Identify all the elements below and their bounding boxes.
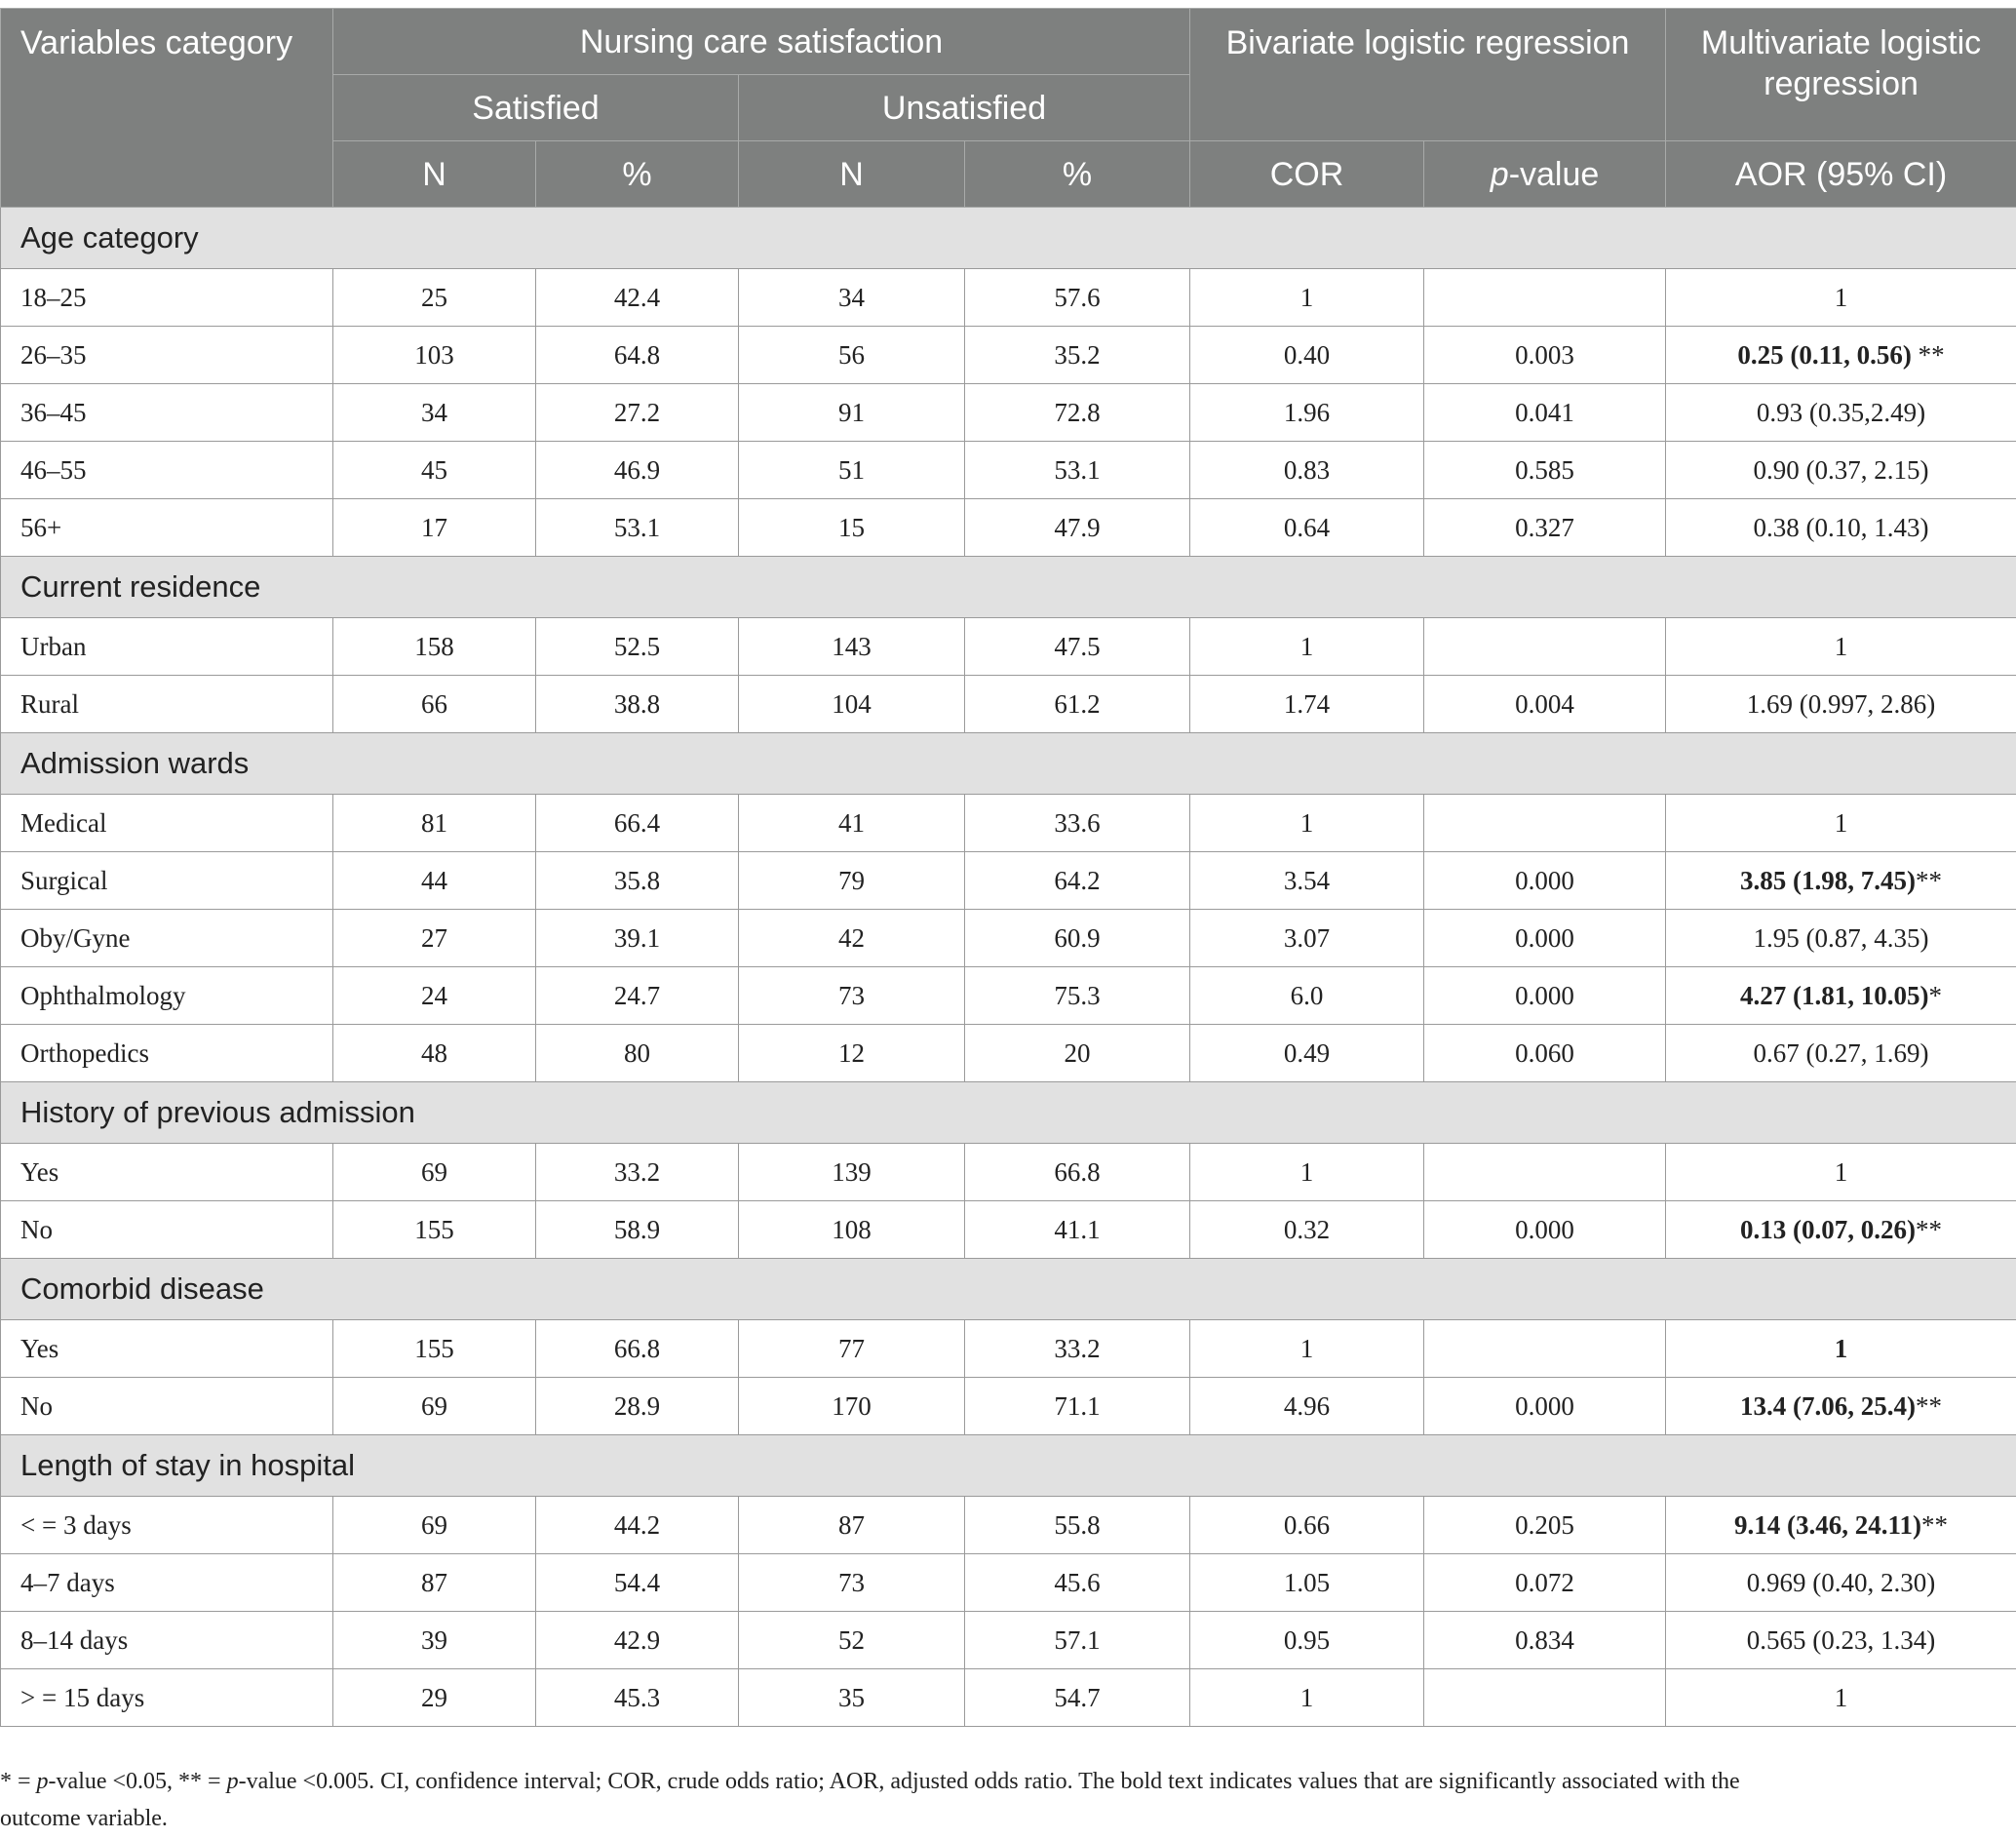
unsatisfied-n-cell: 35 xyxy=(739,1669,965,1727)
unsatisfied-n-cell: 139 xyxy=(739,1144,965,1201)
table-row xyxy=(1,1378,2016,1435)
pvalue-cell: 0.327 xyxy=(1424,499,1666,557)
unsatisfied-n-cell: 56 xyxy=(739,327,965,384)
group-row xyxy=(1,733,2016,795)
unsatisfied-n-cell: 170 xyxy=(739,1378,965,1435)
unsatisfied-n-cell: 91 xyxy=(739,384,965,442)
cor-cell: 1.96 xyxy=(1190,384,1424,442)
header-unsatisfied-n: N xyxy=(739,141,965,208)
pvalue-cell: 0.003 xyxy=(1424,327,1666,384)
table-row xyxy=(1,327,2016,384)
row-label: 36–45 xyxy=(1,384,333,442)
header-satisfied: Satisfied xyxy=(333,75,739,141)
satisfied-pct-cell: 38.8 xyxy=(536,676,739,733)
unsatisfied-n-cell: 108 xyxy=(739,1201,965,1259)
cor-cell: 1 xyxy=(1190,618,1424,676)
footnote xyxy=(0,1763,1950,1837)
table-row xyxy=(1,618,2016,676)
row-label: 4–7 days xyxy=(1,1554,333,1612)
aor-value: 1 xyxy=(1834,1333,1848,1363)
unsatisfied-pct-cell: 57.1 xyxy=(965,1612,1190,1669)
row-label: Rural xyxy=(1,676,333,733)
aor-cell xyxy=(1666,442,2016,499)
row-label: Urban xyxy=(1,618,333,676)
satisfied-n-cell: 69 xyxy=(333,1144,536,1201)
aor-significance: * xyxy=(1928,980,1943,1010)
aor-cell xyxy=(1666,384,2016,442)
satisfied-n-cell: 29 xyxy=(333,1669,536,1727)
unsatisfied-n-cell: 143 xyxy=(739,618,965,676)
header-bivariate: Bivariate logistic regression xyxy=(1190,9,1666,141)
pvalue-cell: 0.000 xyxy=(1424,852,1666,910)
pvalue-cell: 0.041 xyxy=(1424,384,1666,442)
table-row xyxy=(1,795,2016,852)
satisfied-n-cell: 27 xyxy=(333,910,536,967)
header-aor: AOR (95% CI) xyxy=(1666,141,2016,208)
aor-value: 0.67 (0.27, 1.69) xyxy=(1753,1037,1929,1068)
unsatisfied-n-cell: 15 xyxy=(739,499,965,557)
aor-value: 3.85 (1.98, 7.45) xyxy=(1740,865,1917,895)
table-row xyxy=(1,676,2016,733)
cor-cell: 3.54 xyxy=(1190,852,1424,910)
aor-value: 1 xyxy=(1834,631,1848,661)
aor-value: 0.565 (0.23, 1.34) xyxy=(1746,1624,1936,1655)
pvalue-cell xyxy=(1424,618,1666,676)
group-row xyxy=(1,1259,2016,1320)
satisfied-pct-cell: 64.8 xyxy=(536,327,739,384)
unsatisfied-n-cell: 34 xyxy=(739,269,965,327)
satisfied-n-cell: 45 xyxy=(333,442,536,499)
header-p-suffix: -value xyxy=(1508,155,1600,193)
unsatisfied-n-cell: 104 xyxy=(739,676,965,733)
pvalue-cell: 0.060 xyxy=(1424,1025,1666,1082)
row-label: Medical xyxy=(1,795,333,852)
pvalue-cell xyxy=(1424,1320,1666,1378)
pvalue-cell xyxy=(1424,795,1666,852)
header-satisfied-pct: % xyxy=(536,141,739,208)
row-label: 8–14 days xyxy=(1,1612,333,1669)
satisfied-n-cell: 34 xyxy=(333,384,536,442)
header-multivariate: Multivariate logistic regression xyxy=(1666,9,2016,141)
unsatisfied-pct-cell: 47.5 xyxy=(965,618,1190,676)
cor-cell: 1 xyxy=(1190,1320,1424,1378)
aor-cell xyxy=(1666,618,2016,676)
row-label: Ophthalmology xyxy=(1,967,333,1025)
table-row xyxy=(1,1612,2016,1669)
satisfied-pct-cell: 24.7 xyxy=(536,967,739,1025)
row-label: 46–55 xyxy=(1,442,333,499)
satisfied-n-cell: 44 xyxy=(333,852,536,910)
row-label: 56+ xyxy=(1,499,333,557)
pvalue-cell: 0.072 xyxy=(1424,1554,1666,1612)
aor-cell xyxy=(1666,1554,2016,1612)
group-label: History of previous admission xyxy=(1,1082,2016,1144)
pvalue-cell: 0.000 xyxy=(1424,910,1666,967)
pvalue-cell xyxy=(1424,1144,1666,1201)
satisfied-pct-cell: 54.4 xyxy=(536,1554,739,1612)
table-row xyxy=(1,384,2016,442)
aor-value: 1.95 (0.87, 4.35) xyxy=(1753,922,1929,953)
unsatisfied-n-cell: 51 xyxy=(739,442,965,499)
table-body xyxy=(1,208,2016,1727)
aor-cell xyxy=(1666,1612,2016,1669)
table-row xyxy=(1,1669,2016,1727)
cor-cell: 1.05 xyxy=(1190,1554,1424,1612)
cor-cell: 6.0 xyxy=(1190,967,1424,1025)
unsatisfied-pct-cell: 35.2 xyxy=(965,327,1190,384)
group-label: Age category xyxy=(1,208,2016,269)
row-label: Oby/Gyne xyxy=(1,910,333,967)
satisfied-n-cell: 155 xyxy=(333,1201,536,1259)
aor-value: 13.4 (7.06, 25.4) xyxy=(1740,1390,1917,1421)
table-row xyxy=(1,1554,2016,1612)
aor-value: 1 xyxy=(1834,282,1848,312)
aor-value: 1.69 (0.997, 2.86) xyxy=(1746,688,1936,719)
row-label: 18–25 xyxy=(1,269,333,327)
aor-cell xyxy=(1666,1497,2016,1554)
satisfied-n-cell: 48 xyxy=(333,1025,536,1082)
unsatisfied-pct-cell: 57.6 xyxy=(965,269,1190,327)
unsatisfied-pct-cell: 41.1 xyxy=(965,1201,1190,1259)
header-unsatisfied: Unsatisfied xyxy=(739,75,1190,141)
table-row xyxy=(1,1201,2016,1259)
row-label: < = 3 days xyxy=(1,1497,333,1554)
aor-value: 1 xyxy=(1834,1682,1848,1712)
aor-cell xyxy=(1666,1378,2016,1435)
satisfied-pct-cell: 58.9 xyxy=(536,1201,739,1259)
row-label: No xyxy=(1,1378,333,1435)
unsatisfied-pct-cell: 20 xyxy=(965,1025,1190,1082)
unsatisfied-n-cell: 73 xyxy=(739,1554,965,1612)
row-label: > = 15 days xyxy=(1,1669,333,1727)
footnote-p: p xyxy=(36,1769,49,1794)
table-row xyxy=(1,1025,2016,1082)
satisfied-n-cell: 155 xyxy=(333,1320,536,1378)
pvalue-cell: 0.000 xyxy=(1424,1201,1666,1259)
satisfied-pct-cell: 80 xyxy=(536,1025,739,1082)
row-label: 26–35 xyxy=(1,327,333,384)
satisfied-pct-cell: 35.8 xyxy=(536,852,739,910)
unsatisfied-n-cell: 52 xyxy=(739,1612,965,1669)
footnote-line-2: outcome variable. xyxy=(0,1806,168,1831)
pvalue-cell xyxy=(1424,1669,1666,1727)
satisfied-pct-cell: 33.2 xyxy=(536,1144,739,1201)
unsatisfied-pct-cell: 60.9 xyxy=(965,910,1190,967)
aor-cell xyxy=(1666,967,2016,1025)
satisfied-pct-cell: 46.9 xyxy=(536,442,739,499)
pvalue-cell: 0.000 xyxy=(1424,1378,1666,1435)
cor-cell: 1 xyxy=(1190,1669,1424,1727)
table-row xyxy=(1,442,2016,499)
satisfied-n-cell: 25 xyxy=(333,269,536,327)
cor-cell: 0.49 xyxy=(1190,1025,1424,1082)
pvalue-cell xyxy=(1424,269,1666,327)
satisfied-pct-cell: 45.3 xyxy=(536,1669,739,1727)
cor-cell: 0.32 xyxy=(1190,1201,1424,1259)
satisfied-pct-cell: 44.2 xyxy=(536,1497,739,1554)
unsatisfied-n-cell: 77 xyxy=(739,1320,965,1378)
satisfied-pct-cell: 66.8 xyxy=(536,1320,739,1378)
row-label: No xyxy=(1,1201,333,1259)
aor-value: 0.93 (0.35,2.49) xyxy=(1756,397,1926,427)
aor-cell xyxy=(1666,269,2016,327)
cor-cell: 0.66 xyxy=(1190,1497,1424,1554)
pvalue-cell: 0.834 xyxy=(1424,1612,1666,1669)
header-satisfied-n: N xyxy=(333,141,536,208)
header-p-letter: p xyxy=(1490,155,1509,193)
unsatisfied-pct-cell: 71.1 xyxy=(965,1378,1190,1435)
table-header xyxy=(1,9,2016,208)
aor-significance: ** xyxy=(1916,865,1943,895)
group-row xyxy=(1,1435,2016,1497)
satisfied-pct-cell: 42.9 xyxy=(536,1612,739,1669)
satisfied-n-cell: 39 xyxy=(333,1612,536,1669)
cor-cell: 1 xyxy=(1190,1144,1424,1201)
unsatisfied-pct-cell: 33.2 xyxy=(965,1320,1190,1378)
aor-significance: ** xyxy=(1916,1214,1943,1244)
aor-value: 9.14 (3.46, 24.11) xyxy=(1734,1509,1922,1540)
unsatisfied-pct-cell: 47.9 xyxy=(965,499,1190,557)
cor-cell: 1.74 xyxy=(1190,676,1424,733)
unsatisfied-pct-cell: 53.1 xyxy=(965,442,1190,499)
satisfied-pct-cell: 28.9 xyxy=(536,1378,739,1435)
satisfied-pct-cell: 39.1 xyxy=(536,910,739,967)
satisfied-n-cell: 17 xyxy=(333,499,536,557)
aor-value: 0.38 (0.10, 1.43) xyxy=(1753,512,1929,542)
unsatisfied-n-cell: 41 xyxy=(739,795,965,852)
row-label: Surgical xyxy=(1,852,333,910)
table-row xyxy=(1,499,2016,557)
cor-cell: 0.95 xyxy=(1190,1612,1424,1669)
unsatisfied-n-cell: 42 xyxy=(739,910,965,967)
satisfied-pct-cell: 27.2 xyxy=(536,384,739,442)
group-label: Comorbid disease xyxy=(1,1259,2016,1320)
footnote-line-1 xyxy=(0,1763,1950,1800)
cor-cell: 0.40 xyxy=(1190,327,1424,384)
table-row xyxy=(1,1497,2016,1554)
unsatisfied-pct-cell: 55.8 xyxy=(965,1497,1190,1554)
aor-cell xyxy=(1666,1144,2016,1201)
header-variables: Variables category xyxy=(1,9,333,208)
aor-cell xyxy=(1666,327,2016,384)
cor-cell: 0.83 xyxy=(1190,442,1424,499)
table-row xyxy=(1,1320,2016,1378)
pvalue-cell: 0.004 xyxy=(1424,676,1666,733)
unsatisfied-pct-cell: 61.2 xyxy=(965,676,1190,733)
pvalue-cell: 0.585 xyxy=(1424,442,1666,499)
satisfied-n-cell: 66 xyxy=(333,676,536,733)
footnote-part: -value <0.05, ** = xyxy=(48,1769,227,1794)
aor-cell xyxy=(1666,499,2016,557)
pvalue-cell: 0.000 xyxy=(1424,967,1666,1025)
aor-cell xyxy=(1666,1025,2016,1082)
aor-value: 4.27 (1.81, 10.05) xyxy=(1740,980,1929,1010)
cor-cell: 4.96 xyxy=(1190,1378,1424,1435)
unsatisfied-pct-cell: 66.8 xyxy=(965,1144,1190,1201)
aor-cell xyxy=(1666,795,2016,852)
row-label: Yes xyxy=(1,1144,333,1201)
table-row xyxy=(1,910,2016,967)
aor-value: 1 xyxy=(1834,807,1848,838)
group-row xyxy=(1,557,2016,618)
unsatisfied-pct-cell: 54.7 xyxy=(965,1669,1190,1727)
aor-significance: ** xyxy=(1921,1509,1949,1540)
unsatisfied-n-cell: 73 xyxy=(739,967,965,1025)
satisfied-pct-cell: 66.4 xyxy=(536,795,739,852)
aor-value: 0.25 (0.11, 0.56) xyxy=(1737,339,1912,370)
unsatisfied-pct-cell: 72.8 xyxy=(965,384,1190,442)
aor-cell xyxy=(1666,1320,2016,1378)
unsatisfied-pct-cell: 45.6 xyxy=(965,1554,1190,1612)
cor-cell: 3.07 xyxy=(1190,910,1424,967)
row-label: Orthopedics xyxy=(1,1025,333,1082)
cor-cell: 1 xyxy=(1190,269,1424,327)
aor-significance: ** xyxy=(1911,339,1945,370)
group-label: Length of stay in hospital xyxy=(1,1435,2016,1497)
unsatisfied-n-cell: 79 xyxy=(739,852,965,910)
aor-value: 0.90 (0.37, 2.15) xyxy=(1753,454,1929,485)
satisfied-n-cell: 87 xyxy=(333,1554,536,1612)
satisfied-n-cell: 81 xyxy=(333,795,536,852)
table-row xyxy=(1,967,2016,1025)
footnote-part: -value <0.005. CI, confidence interval; COR, crude odds ratio; AOR, adjusted odds ratio. The bold text indicates values that are significantly associated with the xyxy=(238,1769,1740,1794)
satisfied-pct-cell: 52.5 xyxy=(536,618,739,676)
satisfied-n-cell: 24 xyxy=(333,967,536,1025)
unsatisfied-n-cell: 12 xyxy=(739,1025,965,1082)
unsatisfied-pct-cell: 33.6 xyxy=(965,795,1190,852)
header-cor: COR xyxy=(1190,141,1424,208)
regression-table xyxy=(0,8,2016,1727)
satisfied-n-cell: 158 xyxy=(333,618,536,676)
row-label: Yes xyxy=(1,1320,333,1378)
header-unsatisfied-pct: % xyxy=(965,141,1190,208)
group-row xyxy=(1,1082,2016,1144)
satisfied-n-cell: 69 xyxy=(333,1497,536,1554)
aor-cell xyxy=(1666,1201,2016,1259)
aor-value: 0.13 (0.07, 0.26) xyxy=(1740,1214,1917,1244)
group-row xyxy=(1,208,2016,269)
aor-cell xyxy=(1666,852,2016,910)
unsatisfied-n-cell: 87 xyxy=(739,1497,965,1554)
unsatisfied-pct-cell: 64.2 xyxy=(965,852,1190,910)
aor-value: 0.969 (0.40, 2.30) xyxy=(1746,1567,1936,1597)
table-row xyxy=(1,269,2016,327)
group-label: Admission wards xyxy=(1,733,2016,795)
satisfied-n-cell: 69 xyxy=(333,1378,536,1435)
footnote-part: * = xyxy=(0,1769,37,1794)
cor-cell: 1 xyxy=(1190,795,1424,852)
satisfied-n-cell: 103 xyxy=(333,327,536,384)
footnote-p: p xyxy=(226,1769,239,1794)
pvalue-cell: 0.205 xyxy=(1424,1497,1666,1554)
header-nursing: Nursing care satisfaction xyxy=(333,9,1190,75)
aor-cell xyxy=(1666,910,2016,967)
aor-cell xyxy=(1666,676,2016,733)
satisfied-pct-cell: 53.1 xyxy=(536,499,739,557)
aor-value: 1 xyxy=(1834,1156,1848,1187)
cor-cell: 0.64 xyxy=(1190,499,1424,557)
aor-cell xyxy=(1666,1669,2016,1727)
group-label: Current residence xyxy=(1,557,2016,618)
unsatisfied-pct-cell: 75.3 xyxy=(965,967,1190,1025)
table-row xyxy=(1,1144,2016,1201)
table-row xyxy=(1,852,2016,910)
aor-significance: ** xyxy=(1916,1390,1943,1421)
satisfied-pct-cell: 42.4 xyxy=(536,269,739,327)
header-pvalue xyxy=(1424,141,1666,208)
